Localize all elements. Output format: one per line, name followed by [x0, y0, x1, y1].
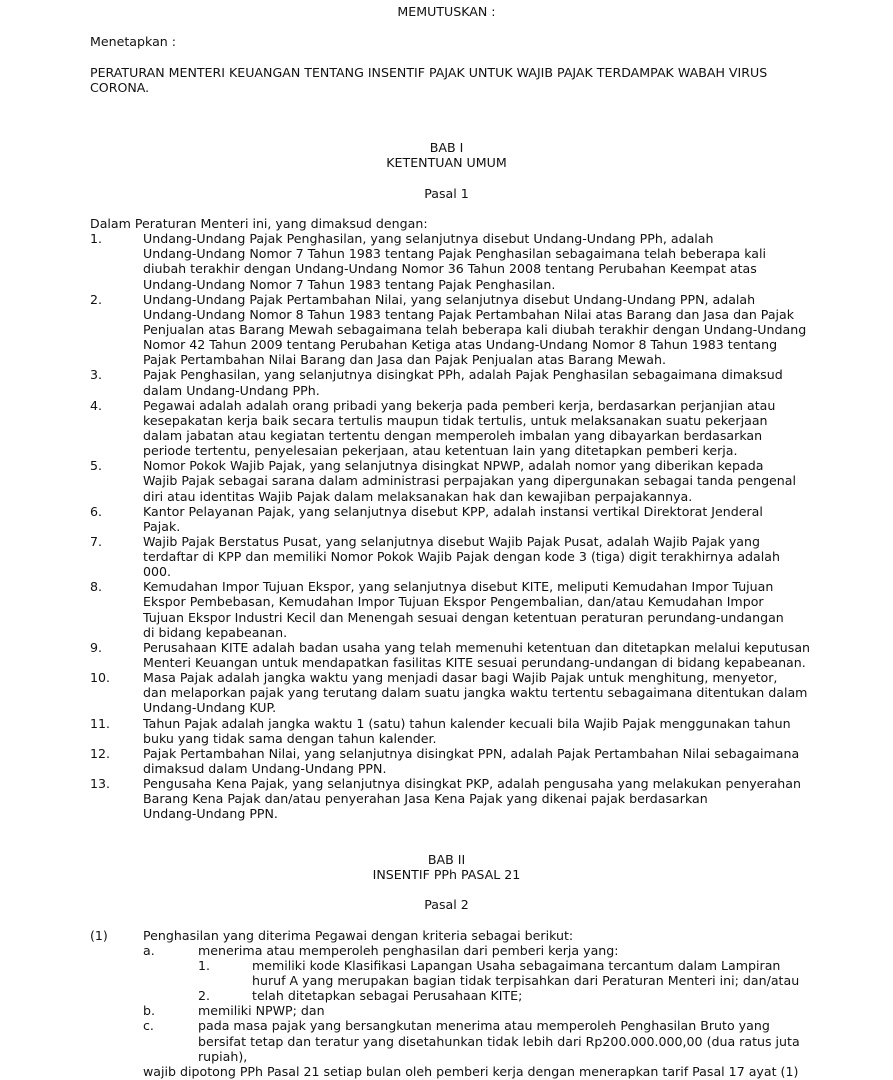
- definition-item: [0, 504, 893, 534]
- definition-item: [0, 670, 893, 715]
- paragraph-1: [0, 928, 893, 943]
- definition-line: di bidang kepabeanan.: [143, 624, 288, 640]
- definition-line: Pajak.: [143, 518, 181, 534]
- definition-line: Undang-Undang Nomor 7 Tahun 1983 tentang Pajak Penghasilan sebagaimana telah beberapa kali: [143, 246, 767, 262]
- definitions-intro: Dalam Peraturan Menteri ini, yang dimaksud dengan:: [90, 215, 428, 231]
- definition-line: Pajak Pertambahan Nilai, yang selanjutnya disingkat PPN, adalah Pajak Pertambahan Nilai sebagaimana: [143, 745, 800, 761]
- definition-line: Tahun Pajak adalah jangka waktu 1 (satu) tahun kalender kecuali bila Wajib Pajak menggunakan tahun: [143, 715, 791, 731]
- definition-line: Barang Kena Pajak dan/atau penyerahan Jasa Kena Pajak yang dikenai pajak berdasarkan: [143, 791, 708, 807]
- definition-line: Wajib Pajak sebagai sarana dalam administrasi perpajakan yang dipergunakan sebagai tanda pengenal: [143, 473, 797, 489]
- definition-line: Undang-Undang PPN.: [143, 806, 278, 822]
- paragraph-intro: Penghasilan yang diterima Pegawai dengan kriteria sebagai berikut:: [143, 927, 574, 943]
- definition-line: Pajak Pertambahan Nilai Barang dan Jasa dan Pajak Penjualan atas Barang Mewah.: [143, 352, 666, 368]
- definition-line: dan melaporkan pajak yang terutang dalam suatu jangka waktu tertentu sebagaimana ditentukan dalam: [143, 685, 808, 701]
- article-title: Pasal 2: [424, 897, 469, 913]
- definition-number: 7.: [90, 533, 103, 549]
- regulation-title-line: CORONA.: [90, 79, 150, 95]
- subcriterion-line: memiliki kode Klasifikasi Lapangan Usaha sebagaimana tercantum dalam Lampiran: [252, 957, 781, 973]
- definition-line: Wajib Pajak Berstatus Pusat, yang selanjutnya disebut Wajib Pajak Pusat, adalah Wajib Pajak yang: [143, 533, 760, 549]
- criterion-line: bersifat tetap dan teratur yang disetahunkan tidak lebih dari Rp200.000.000,00 (dua ratus juta: [198, 1033, 800, 1049]
- article-title: Pasal 1: [424, 185, 469, 201]
- criterion-line: rupiah),: [198, 1048, 248, 1064]
- definition-line: Nomor Pokok Wajib Pajak, yang selanjutnya disingkat NPWP, adalah nomor yang diberikan kepada: [143, 458, 764, 474]
- definition-line: Undang-Undang Nomor 8 Tahun 1983 tentang Pajak Pertambahan Nilai atas Barang dan Jasa dan Pajak: [143, 306, 795, 322]
- definition-item: [0, 458, 893, 503]
- definition-line: Undang-Undang Pajak Penghasilan, yang selanjutnya disebut Undang-Undang PPh, adalah: [143, 231, 714, 247]
- criterion-letter: b.: [143, 1003, 155, 1019]
- definition-item: [0, 579, 893, 640]
- definitions-list: [0, 231, 893, 821]
- subcriterion-number: 2.: [198, 988, 211, 1004]
- criterion-line: pada masa pajak yang bersangkutan menerima atau memperoleh Penghasilan Bruto yang: [198, 1018, 770, 1034]
- definition-number: 4.: [90, 397, 103, 413]
- subcriterion-line: telah ditetapkan sebagai Perusahaan KITE;: [252, 988, 523, 1004]
- paragraph-number: (1): [90, 927, 108, 943]
- definition-line: dalam jabatan atau kegiatan tertentu dengan memperoleh imbalan yang dibayarkan berdasarkan: [143, 427, 763, 443]
- chapter-subtitle: INSENTIF PPh PASAL 21: [372, 867, 521, 883]
- definition-number: 1.: [90, 231, 103, 247]
- criterion-text: memiliki NPWP; dan: [198, 1003, 325, 1019]
- definition-number: 13.: [90, 776, 111, 792]
- definition-line: Kantor Pelayanan Pajak, yang selanjutnya disebut KPP, adalah instansi vertikal Direktorat Jenderal: [143, 503, 763, 519]
- definition-number: 11.: [90, 715, 111, 731]
- definition-number: 10.: [90, 670, 111, 686]
- criterion-letter: c.: [143, 1018, 154, 1034]
- criterion-c: [0, 1018, 893, 1063]
- definition-line: 000.: [143, 564, 172, 580]
- definition-line: Kemudahan Impor Tujuan Ekspor, yang selanjutnya disebut KITE, meliputi Kemudahan Impor Tujuan: [143, 579, 774, 595]
- definition-item: [0, 716, 893, 746]
- menetapkan-label: Menetapkan :: [90, 34, 177, 50]
- chapter-title: BAB II: [427, 851, 466, 867]
- definition-item: [0, 534, 893, 579]
- chapter-title: BAB I: [429, 140, 464, 156]
- definition-line: Undang-Undang Nomor 7 Tahun 1983 tentang Pajak Penghasilan.: [143, 276, 556, 292]
- criterion-letter: a.: [143, 942, 155, 958]
- definition-line: Menteri Keuangan untuk mendapatkan fasilitas KITE sesuai perundang-undangan di bidang kepabeanan.: [143, 655, 806, 671]
- subcriterion-number: 1.: [198, 957, 211, 973]
- subcriterion-2: [0, 988, 893, 1003]
- definition-item: [0, 746, 893, 776]
- subcriterion-1: [0, 958, 893, 988]
- definition-item: [0, 367, 893, 397]
- definition-item: [0, 640, 893, 670]
- definition-line: Nomor 42 Tahun 2009 tentang Perubahan Ketiga atas Undang-Undang Nomor 8 Tahun 1983 tentang: [143, 337, 778, 353]
- definition-line: Undang-Undang KUP.: [143, 700, 277, 716]
- definition-line: kesepakatan kerja baik secara tertulis maupun tidak tertulis, untuk melaksanakan suatu pekerjaan: [143, 412, 768, 428]
- definition-line: Ekspor Pembebasan, Kemudahan Impor Tujuan Ekspor Pengembalian, dan/atau Kemudahan Impor: [143, 594, 764, 610]
- definition-line: dalam Undang-Undang PPh.: [143, 382, 320, 398]
- definition-number: 6.: [90, 503, 103, 519]
- definition-line: Masa Pajak adalah jangka waktu yang menjadi dasar bagi Wajib Pajak untuk menghitung, menyetor,: [143, 670, 778, 686]
- document-page: [0, 4, 893, 1079]
- criterion-b: [0, 1003, 893, 1018]
- criterion-a: [0, 943, 893, 958]
- criterion-text: menerima atau memperoleh penghasilan dari pemberi kerja yang:: [198, 942, 619, 958]
- definition-line: Pajak Penghasilan, yang selanjutnya disingkat PPh, adalah Pajak Penghasilan sebagaimana dimaksud: [143, 367, 783, 383]
- definition-item: [0, 776, 893, 821]
- definition-line: diri atau identitas Wajib Pajak dalam melaksanakan hak dan kewajiban perpajakannya.: [143, 488, 693, 504]
- definition-line: periode tertentu, penyelesaian pekerjaan, atau ketentuan lain yang ditetapkan pemberi kerja.: [143, 443, 738, 459]
- definition-line: terdaftar di KPP dan memiliki Nomor Pokok Wajib Pajak dengan kode 3 (tiga) digit terakhirnya adalah: [143, 549, 780, 565]
- definition-line: dimaksud dalam Undang-Undang PPN.: [143, 761, 387, 777]
- definition-number: 9.: [90, 639, 103, 655]
- subcriterion-line: huruf A yang merupakan bagian tidak terpisahkan dari Peraturan Menteri ini; dan/atau: [252, 973, 800, 988]
- regulation-title-line: PERATURAN MENTERI KEUANGAN TENTANG INSENTIF PAJAK UNTUK WAJIB PAJAK TERDAMPAK WABAH VIRUS: [90, 64, 768, 80]
- definition-line: diubah terakhir dengan Undang-Undang Nomor 36 Tahun 2008 tentang Perubahan Keempat atas: [143, 261, 757, 277]
- decision-heading: MEMUTUSKAN :: [397, 4, 496, 19]
- definition-line: Undang-Undang Pajak Pertambahan Nilai, yang selanjutnya disebut Undang-Undang PPN, adalah: [143, 291, 756, 307]
- definition-line: Tujuan Ekspor Industri Kecil dan Menengah sesuai dengan ketentuan peraturan perundang-undangan: [143, 609, 784, 625]
- definition-item: [0, 231, 893, 292]
- definition-line: Pengusaha Kena Pajak, yang selanjutnya disingkat PKP, adalah pengusaha yang melakukan penyerahan: [143, 776, 801, 792]
- chapter-subtitle: KETENTUAN UMUM: [386, 155, 507, 171]
- definition-line: Perusahaan KITE adalah badan usaha yang telah memenuhi ketentuan dan ditetapkan melalui keputusan: [143, 639, 811, 655]
- definition-number: 12.: [90, 745, 111, 761]
- definition-item: [0, 398, 893, 459]
- definition-line: Penjualan atas Barang Mewah sebagaimana telah beberapa kali diubah terakhir dengan Undang-Undang: [143, 321, 807, 337]
- definition-item: [0, 292, 893, 368]
- definition-line: buku yang tidak sama dengan tahun kalender.: [143, 730, 437, 746]
- definition-number: 3.: [90, 367, 103, 383]
- definition-number: 2.: [90, 291, 103, 307]
- definition-number: 5.: [90, 458, 103, 474]
- paragraph-closing: wajib dipotong PPh Pasal 21 setiap bulan oleh pemberi kerja dengan menerapkan tarif Pasal 17 ayat (1): [143, 1063, 799, 1079]
- definition-number: 8.: [90, 579, 103, 595]
- definition-line: Pegawai adalah adalah orang pribadi yang bekerja pada pemberi kerja, berdasarkan perjanjian atau: [143, 397, 776, 413]
